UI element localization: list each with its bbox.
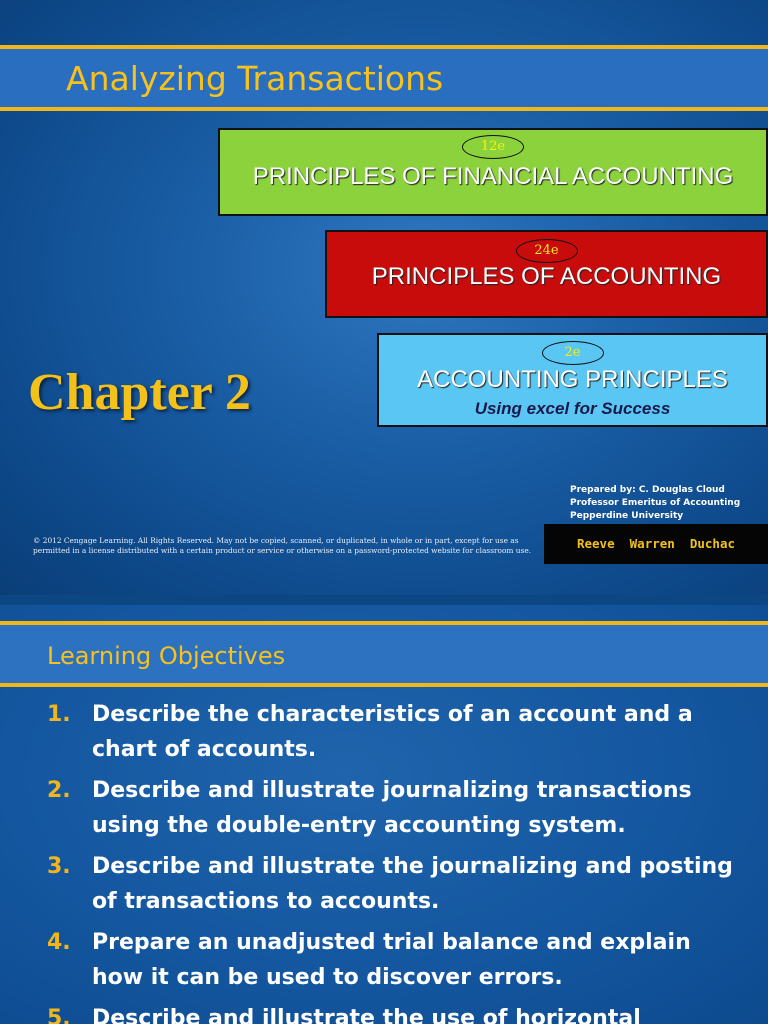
item-number: 1. xyxy=(47,702,71,727)
item-text: Prepare an unadjusted trial balance and explain how it can be used to discover errors. xyxy=(92,930,691,990)
edition-badge: 2e xyxy=(542,341,604,365)
prepared-by-line: Pepperdine University xyxy=(570,511,684,521)
authors-bar: Reeve Warren Duchac xyxy=(544,524,768,564)
item-text: Describe the characteristics of an account and a chart of accounts. xyxy=(92,702,693,762)
item-number: 4. xyxy=(47,930,71,955)
prepared-by-line: Professor Emeritus of Accounting xyxy=(570,498,741,508)
prepared-by xyxy=(570,484,768,523)
book-principles-of-accounting xyxy=(325,230,768,318)
book-subtitle: Using excel for Success xyxy=(474,399,671,418)
title-band xyxy=(0,621,768,687)
item-number: 5. xyxy=(47,1006,71,1024)
slide-title: Analyzing Transactions xyxy=(66,59,444,98)
prepared-by-line: Prepared by: C. Douglas Cloud xyxy=(570,485,725,495)
item-text: Describe and illustrate journalizing transactions using the double-entry accounting system. xyxy=(92,778,692,838)
book-title: PRINCIPLES OF FINANCIAL ACCOUNTING xyxy=(252,163,734,190)
edition-badge: 12e xyxy=(462,135,524,159)
item-text: Describe and illustrate the journalizing and posting of transactions to accounts. xyxy=(92,854,733,914)
book-accounting-principles xyxy=(377,333,768,427)
copyright-notice: © 2012 Cengage Learning. All Rights Reserved. May not be copied, scanned, or duplicated, in whole or in part, except for use as permitted in a license distributed with a certain product or service or otherwise on a password-protected website for classroom use. xyxy=(33,536,532,555)
slide-title: Learning Objectives xyxy=(47,642,286,670)
book-title: ACCOUNTING PRINCIPLES xyxy=(417,366,728,393)
edition-badge: 24e xyxy=(516,239,578,263)
item-number: 2. xyxy=(47,778,71,803)
item-number: 3. xyxy=(47,854,71,879)
book-financial-accounting xyxy=(218,128,768,216)
book-title: PRINCIPLES OF ACCOUNTING xyxy=(371,263,722,290)
chapter-heading: Chapter 2 xyxy=(28,364,251,421)
item-text: Describe and illustrate the use of horizontal xyxy=(92,1006,641,1024)
learning-objectives-slide xyxy=(0,605,768,1024)
title-band xyxy=(0,45,768,111)
